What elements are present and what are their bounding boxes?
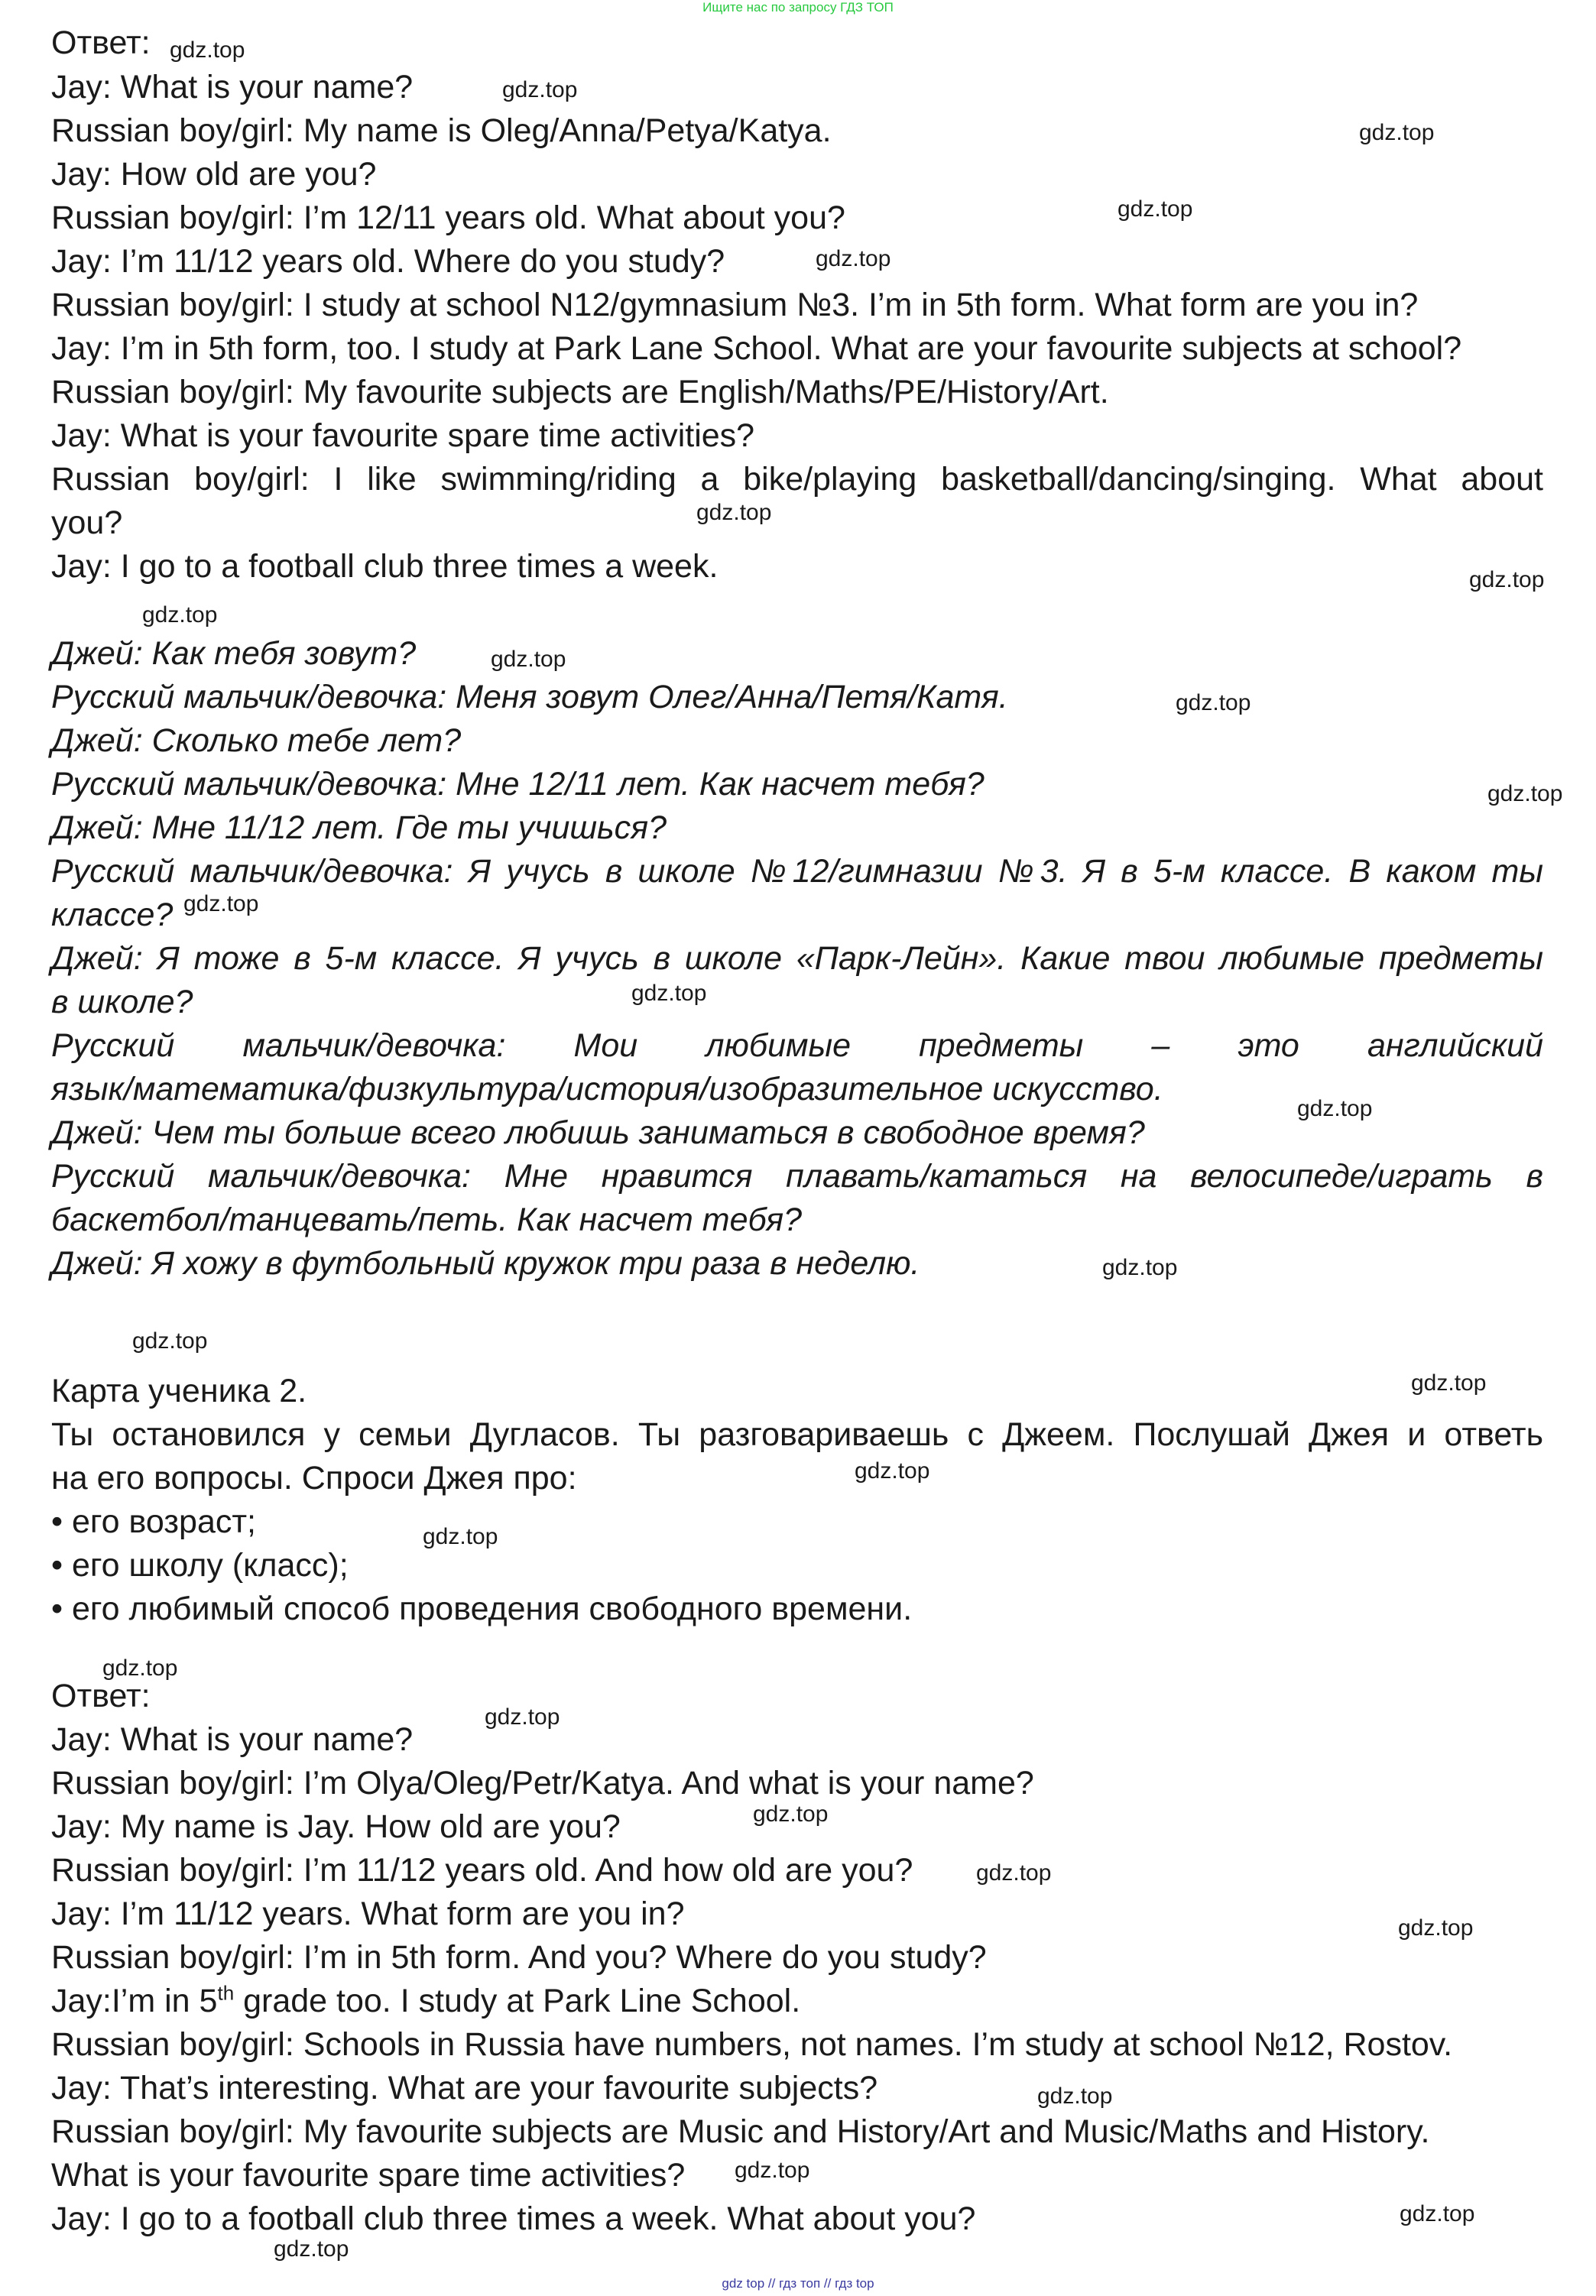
dialogue-line: Jay: How old are you? bbox=[51, 156, 377, 193]
dialogue-line: Russian boy/girl: My name is Oleg/Anna/Petya/Katya. bbox=[51, 112, 832, 149]
dialogue-line: Jay: I’m in 5th form, too. I study at Park Lane School. What are your favourite subjects at school? bbox=[51, 330, 1462, 367]
answer-label: Ответ: bbox=[51, 24, 151, 61]
dialogue-line: Jay: That’s interesting. What are your favourite subjects? bbox=[51, 2070, 878, 2106]
watermark: gdz.top bbox=[816, 246, 891, 271]
bullet-item: • его школу (класс); bbox=[51, 1547, 349, 1584]
translation-line: в школе? bbox=[51, 984, 193, 1020]
dialogue-line: Russian boy/girl: Schools in Russia have numbers, not names. I’m study at school №12, Rostov. bbox=[51, 2026, 1453, 2063]
dialogue-line: Jay: I’m 11/12 years. What form are you in? bbox=[51, 1895, 685, 1932]
translation-line: Джей: Мне 11/12 лет. Где ты учишься? bbox=[51, 809, 667, 846]
watermark: gdz.top bbox=[132, 1328, 208, 1354]
translation-line: Русский мальчик/девочка: Меня зовут Олег/Анна/Петя/Катя. bbox=[51, 679, 1008, 715]
dialogue-line: Russian boy/girl: My favourite subjects are Music and History/Art and Music/Maths and History. bbox=[51, 2113, 1430, 2150]
watermark: gdz.top bbox=[1176, 690, 1251, 715]
watermark: gdz.top bbox=[1359, 120, 1435, 145]
watermark: gdz.top bbox=[1487, 781, 1563, 806]
card-title: Карта ученика 2. bbox=[51, 1373, 307, 1409]
watermark: gdz.top bbox=[485, 1704, 560, 1730]
dialogue-line: Jay: I’m 11/12 years old. Where do you study? bbox=[51, 243, 725, 280]
translation-line: Русский мальчик/девочка: Мои любимые предметы – это английский bbox=[51, 1027, 1543, 1064]
translation-line: Джей: Как тебя зовут? bbox=[51, 635, 417, 672]
watermark: gdz.top bbox=[491, 647, 566, 672]
header-ad: Ищите нас по запросу ГДЗ ТОП bbox=[702, 0, 894, 15]
bullet-item: • его любимый способ проведения свободного времени. bbox=[51, 1591, 913, 1627]
translation-line: Джей: Я хожу в футбольный кружок три раза в неделю. bbox=[51, 1245, 920, 1282]
translation-line: Джей: Чем ты больше всего любишь заниматься в свободное время? bbox=[51, 1114, 1145, 1151]
dialogue-line: Russian boy/girl: I like swimming/riding a bike/playing basketball/dancing/singing. What about bbox=[51, 461, 1543, 498]
dialogue-text: grade too. I study at Park Line School. bbox=[234, 1983, 801, 2019]
watermark: gdz.top bbox=[1297, 1096, 1373, 1121]
watermark: gdz.top bbox=[1118, 196, 1193, 222]
translation-line: Русский мальчик/девочка: Мне нравится плавать/кататься на велосипеде/играть в bbox=[51, 1158, 1543, 1195]
watermark: gdz.top bbox=[102, 1656, 178, 1681]
dialogue-line: you? bbox=[51, 504, 123, 541]
watermark: gdz.top bbox=[696, 500, 772, 525]
superscript: th bbox=[217, 1981, 235, 2005]
instruction-line: Ты остановился у семьи Дугласов. Ты разговариваешь с Джеем. Послушай Джея и ответь bbox=[51, 1416, 1543, 1453]
dialogue-line: Russian boy/girl: I’m in 5th form. And you? Where do you study? bbox=[51, 1939, 987, 1976]
dialogue-line: Jay: I go to a football club three times a week. What about you? bbox=[51, 2200, 976, 2237]
watermark: gdz.top bbox=[502, 77, 578, 102]
translation-line: Джей: Сколько тебе лет? bbox=[51, 722, 462, 759]
dialogue-line: Jay: What is your name? bbox=[51, 69, 414, 105]
watermark: gdz.top bbox=[1398, 1915, 1474, 1941]
watermark: gdz.top bbox=[855, 1458, 930, 1484]
watermark: gdz.top bbox=[274, 2236, 349, 2262]
watermark: gdz.top bbox=[1102, 1255, 1178, 1280]
dialogue-line: Russian boy/girl: I’m 12/11 years old. What about you? bbox=[51, 199, 845, 236]
watermark: gdz.top bbox=[423, 1524, 498, 1549]
bullet-item: • его возраст; bbox=[51, 1503, 256, 1540]
watermark: gdz.top bbox=[753, 1801, 829, 1827]
dialogue-line: Russian boy/girl: I’m Olya/Oleg/Petr/Katya. And what is your name? bbox=[51, 1765, 1034, 1801]
dialogue-line: Jay: What is your name? bbox=[51, 1721, 414, 1758]
translation-line: классе? bbox=[51, 897, 174, 933]
translation-line: Русский мальчик/девочка: Я учусь в школе №12/гимназии №3. Я в 5-м классе. В каком ты bbox=[51, 853, 1543, 890]
dialogue-text: Jay:I’m in 5 bbox=[51, 1983, 218, 2019]
watermark: gdz.top bbox=[631, 981, 707, 1006]
dialogue-line bbox=[51, 1980, 800, 2023]
watermark: gdz.top bbox=[1037, 2084, 1113, 2109]
watermark: gdz.top bbox=[142, 602, 218, 628]
watermark: gdz.top bbox=[976, 1860, 1052, 1886]
dialogue-line: Jay: My name is Jay. How old are you? bbox=[51, 1808, 621, 1845]
watermark: gdz.top bbox=[1400, 2201, 1475, 2226]
dialogue-line: What is your favourite spare time activities? bbox=[51, 2157, 686, 2194]
dialogue-line: Russian boy/girl: I study at school N12/gymnasium №3. I’m in 5th form. What form are you in? bbox=[51, 287, 1419, 323]
watermark: gdz.top bbox=[183, 891, 259, 916]
dialogue-line: Russian boy/girl: My favourite subjects are English/Maths/PE/History/Art. bbox=[51, 374, 1109, 410]
dialogue-line: Jay: I go to a football club three times a week. bbox=[51, 548, 719, 585]
answer-label: Ответ: bbox=[51, 1678, 151, 1714]
watermark: gdz.top bbox=[1411, 1370, 1487, 1396]
translation-line: Русский мальчик/девочка: Мне 12/11 лет. Как насчет тебя? bbox=[51, 766, 985, 803]
translation-line: баскетбол/танцевать/петь. Как насчет тебя? bbox=[51, 1202, 803, 1238]
translation-line: язык/математика/физкультура/история/изобразительное искусство. bbox=[51, 1071, 1163, 1107]
translation-line: Джей: Я тоже в 5-м классе. Я учусь в школе «Парк-Лейн». Какие твои любимые предметы bbox=[51, 940, 1543, 977]
dialogue-line: Russian boy/girl: I’m 11/12 years old. And how old are you? bbox=[51, 1852, 913, 1889]
watermark: gdz.top bbox=[735, 2158, 810, 2183]
watermark: gdz.top bbox=[170, 37, 245, 63]
watermark: gdz.top bbox=[1469, 567, 1545, 592]
dialogue-line: Jay: What is your favourite spare time activities? bbox=[51, 417, 755, 454]
instruction-line: на его вопросы. Спроси Джея про: bbox=[51, 1460, 577, 1497]
footer-ad: gdz top // гдз топ // гдз top bbox=[722, 2276, 874, 2291]
